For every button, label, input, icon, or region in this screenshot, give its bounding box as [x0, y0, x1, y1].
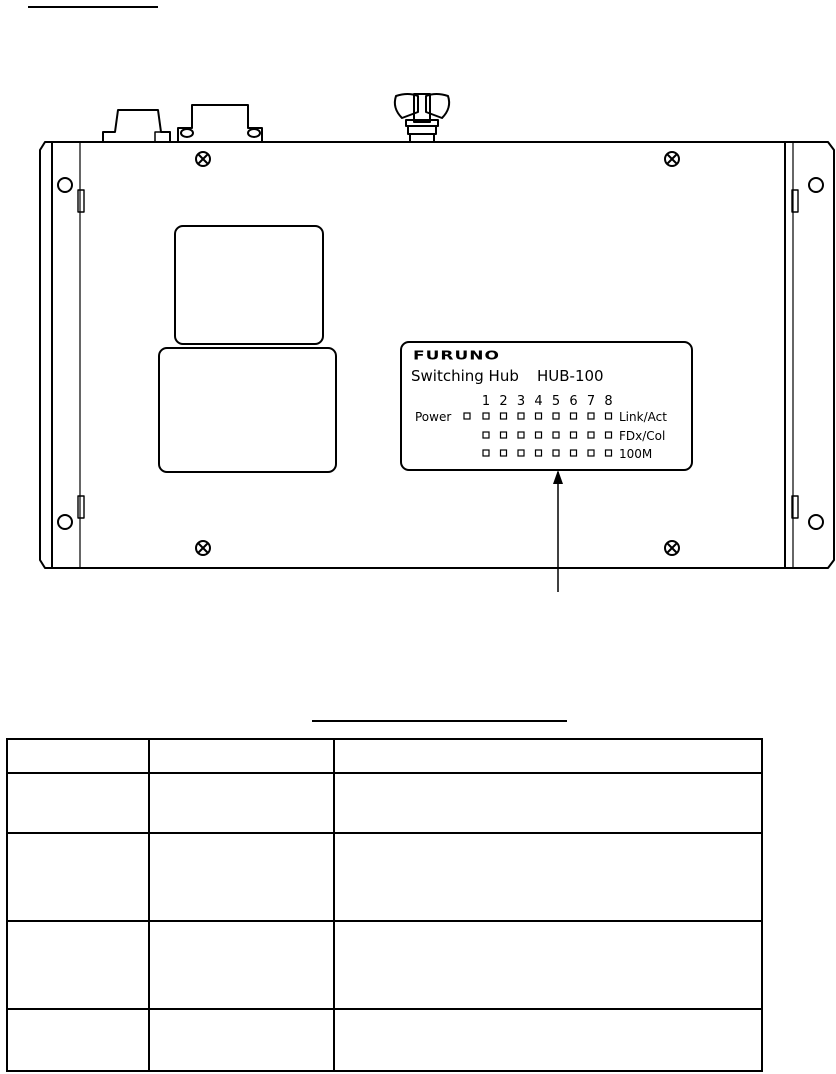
table-header-row [7, 739, 762, 773]
port-number: 4 [534, 394, 543, 409]
table-cell [149, 773, 334, 833]
table-cell [7, 921, 149, 1009]
product-name: Switching Hub [411, 367, 519, 385]
table-row [7, 833, 762, 921]
ground-wing-nut [395, 94, 449, 142]
status-led [501, 450, 507, 456]
table-cell [334, 1009, 762, 1071]
port-number: 7 [586, 394, 596, 409]
status-led [606, 432, 612, 438]
table-cell [7, 773, 149, 833]
table-row [7, 1009, 762, 1071]
label-plate-upper [175, 226, 323, 344]
port-number: 5 [551, 394, 561, 409]
table-cell [149, 1009, 334, 1071]
status-led [536, 432, 542, 438]
screw [665, 152, 679, 166]
led-status-table [6, 738, 763, 1072]
status-led [553, 413, 559, 419]
label-plate-lower [159, 348, 336, 472]
table-cell [334, 833, 762, 921]
model-number: HUB-100 [537, 367, 604, 385]
status-led [483, 432, 489, 438]
status-led [501, 413, 507, 419]
table-header-cell [149, 739, 334, 773]
brand-logo: FURUNO [413, 348, 500, 363]
port-number: 8 [604, 394, 613, 409]
status-led [571, 432, 577, 438]
status-led [536, 413, 542, 419]
screw [196, 541, 210, 555]
table-cell [7, 833, 149, 921]
table-caption-rule [312, 720, 567, 722]
table-cell [149, 833, 334, 921]
status-led [553, 432, 559, 438]
left-mounting-flange [40, 142, 52, 568]
led-row-label-link-act: Link/Act [619, 410, 667, 424]
status-led [536, 450, 542, 456]
status-led [518, 432, 524, 438]
status-led [518, 450, 524, 456]
status-led [483, 413, 489, 419]
table-row [7, 773, 762, 833]
power-led [464, 413, 470, 419]
screw [665, 541, 679, 555]
table-cell [334, 921, 762, 1009]
status-led [518, 413, 524, 419]
table-header-cell [7, 739, 149, 773]
led-row-label-fdx-col: FDx/Col [619, 429, 666, 443]
table-cell [7, 1009, 149, 1071]
power-label: Power [415, 410, 452, 424]
status-led [571, 413, 577, 419]
status-led [588, 413, 594, 419]
status-led [553, 450, 559, 456]
led-row-label-100m: 100M [619, 447, 653, 461]
port-number: 3 [516, 394, 526, 409]
status-led [606, 413, 612, 419]
mounting-hole [809, 178, 823, 192]
status-led [571, 450, 577, 456]
table-cell [149, 921, 334, 1009]
mounting-hole [809, 515, 823, 529]
port-number: 6 [569, 394, 578, 409]
status-led [606, 450, 612, 456]
status-led [588, 450, 594, 456]
table-cell [334, 773, 762, 833]
status-led [501, 432, 507, 438]
table-header-cell [334, 739, 762, 773]
mounting-hole [58, 178, 72, 192]
table-row [7, 921, 762, 1009]
status-led [483, 450, 489, 456]
port-number: 2 [499, 394, 508, 409]
callout-arrowhead [553, 470, 563, 484]
mounting-hole [58, 515, 72, 529]
connector-left [103, 110, 170, 142]
port-number: 1 [481, 394, 491, 409]
screw [196, 152, 210, 166]
status-led [588, 432, 594, 438]
